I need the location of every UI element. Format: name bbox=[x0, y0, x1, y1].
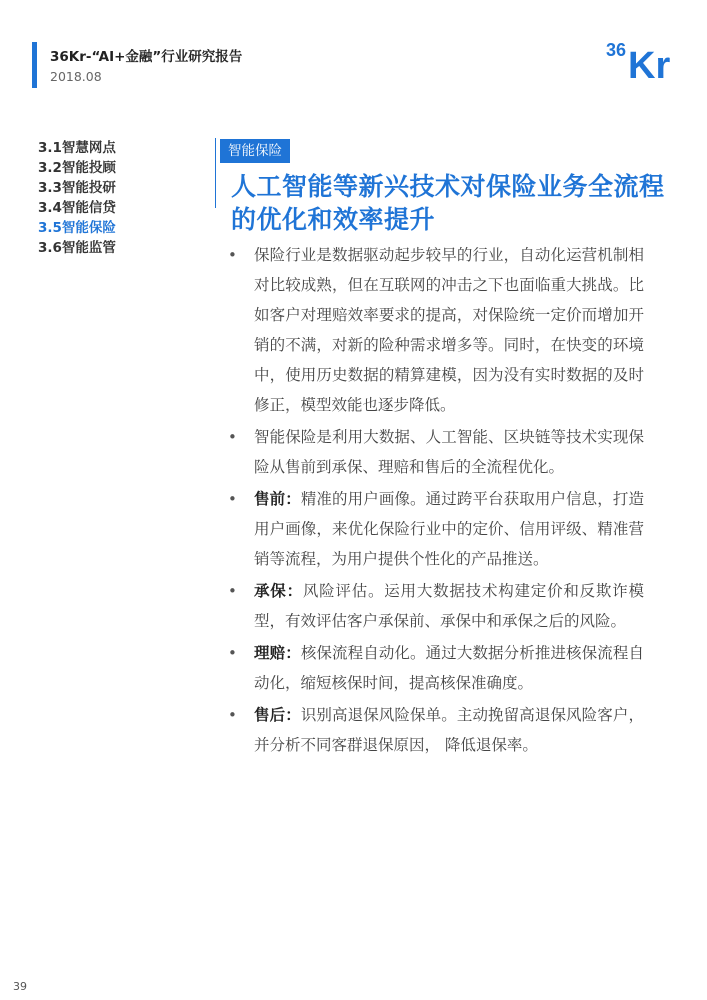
toc-item-3-1[interactable]: 3.1智慧网点 bbox=[38, 140, 116, 156]
bullet-dot-icon: • bbox=[228, 582, 237, 600]
section-tag: 智能保险 bbox=[220, 139, 290, 163]
toc-item-3-3[interactable]: 3.3智能投研 bbox=[38, 180, 116, 196]
page-title: 人工智能等新兴技术对保险业务全流程的优化和效率提升 bbox=[231, 172, 665, 234]
page-number: 39 bbox=[13, 980, 27, 993]
bullet-item bbox=[224, 240, 644, 420]
bullet-label: 售前： bbox=[254, 490, 301, 508]
bullet-item bbox=[224, 576, 644, 636]
toc-item-3-2[interactable]: 3.2智能投顾 bbox=[38, 160, 116, 176]
toc-item-3-6[interactable]: 3.6智能监管 bbox=[38, 240, 116, 256]
header-accent-bar bbox=[32, 42, 37, 88]
section-divider-line bbox=[215, 138, 216, 208]
bullet-dot-icon: • bbox=[228, 246, 237, 264]
bullet-dot-icon: • bbox=[228, 644, 237, 662]
bullet-item bbox=[224, 638, 644, 698]
bullet-label: 理赔： bbox=[254, 644, 301, 662]
bullet-list bbox=[224, 240, 644, 762]
bullet-text: 保险行业是数据驱动起步较早的行业，自动化运营机制相对比较成熟，但在互联网的冲击之下也面临重大挑战。比如客户对理赔效率要求的提高，对保险统一定价而增加开销的不满，对新的险种需求增多等。同时，在快变的环境中，使用历史数据的精算建模，因为没有实时数据的及时修正，模型效能也逐步降低。 bbox=[254, 246, 644, 414]
svg-text:Kr: Kr bbox=[628, 45, 671, 82]
report-title: 36Kr-“AI+金融”行业研究报告 bbox=[50, 49, 243, 65]
bullet-text: 精准的用户画像。通过跨平台获取用户信息，打造用户画像，来优化保险行业中的定价、信用评级、精准营销等流程，为用户提供个性化的产品推送。 bbox=[254, 490, 644, 568]
bullet-dot-icon: • bbox=[228, 490, 237, 508]
bullet-label: 售后： bbox=[254, 706, 301, 724]
bullet-item bbox=[224, 422, 644, 482]
svg-text:36: 36 bbox=[606, 40, 627, 60]
bullet-text: 识别高退保风险保单。主动挽留高退保风险客户，并分析不同客群退保原因， 降低退保率。 bbox=[254, 706, 644, 754]
bullet-text: 智能保险是利用大数据、人工智能、区块链等技术实现保险从售前到承保、理赔和售后的全流程优化。 bbox=[254, 428, 644, 476]
report-date: 2018.08 bbox=[50, 69, 102, 84]
bullet-item bbox=[224, 700, 644, 760]
bullet-label: 承保： bbox=[254, 582, 303, 600]
bullet-text: 核保流程自动化。通过大数据分析推进核保流程自动化，缩短核保时间，提高核保准确度。 bbox=[254, 644, 644, 692]
bullet-item bbox=[224, 484, 644, 574]
bullet-dot-icon: • bbox=[228, 428, 237, 446]
table-of-contents bbox=[38, 138, 198, 258]
36kr-logo bbox=[604, 36, 686, 82]
toc-item-3-5-active[interactable]: 3.5智能保险 bbox=[38, 220, 116, 236]
bullet-dot-icon: • bbox=[228, 706, 237, 724]
toc-item-3-4[interactable]: 3.4智能信贷 bbox=[38, 200, 116, 216]
bullet-text: 风险评估。运用大数据技术构建定价和反欺诈模型，有效评估客户承保前、承保中和承保之后的风险。 bbox=[254, 582, 644, 630]
